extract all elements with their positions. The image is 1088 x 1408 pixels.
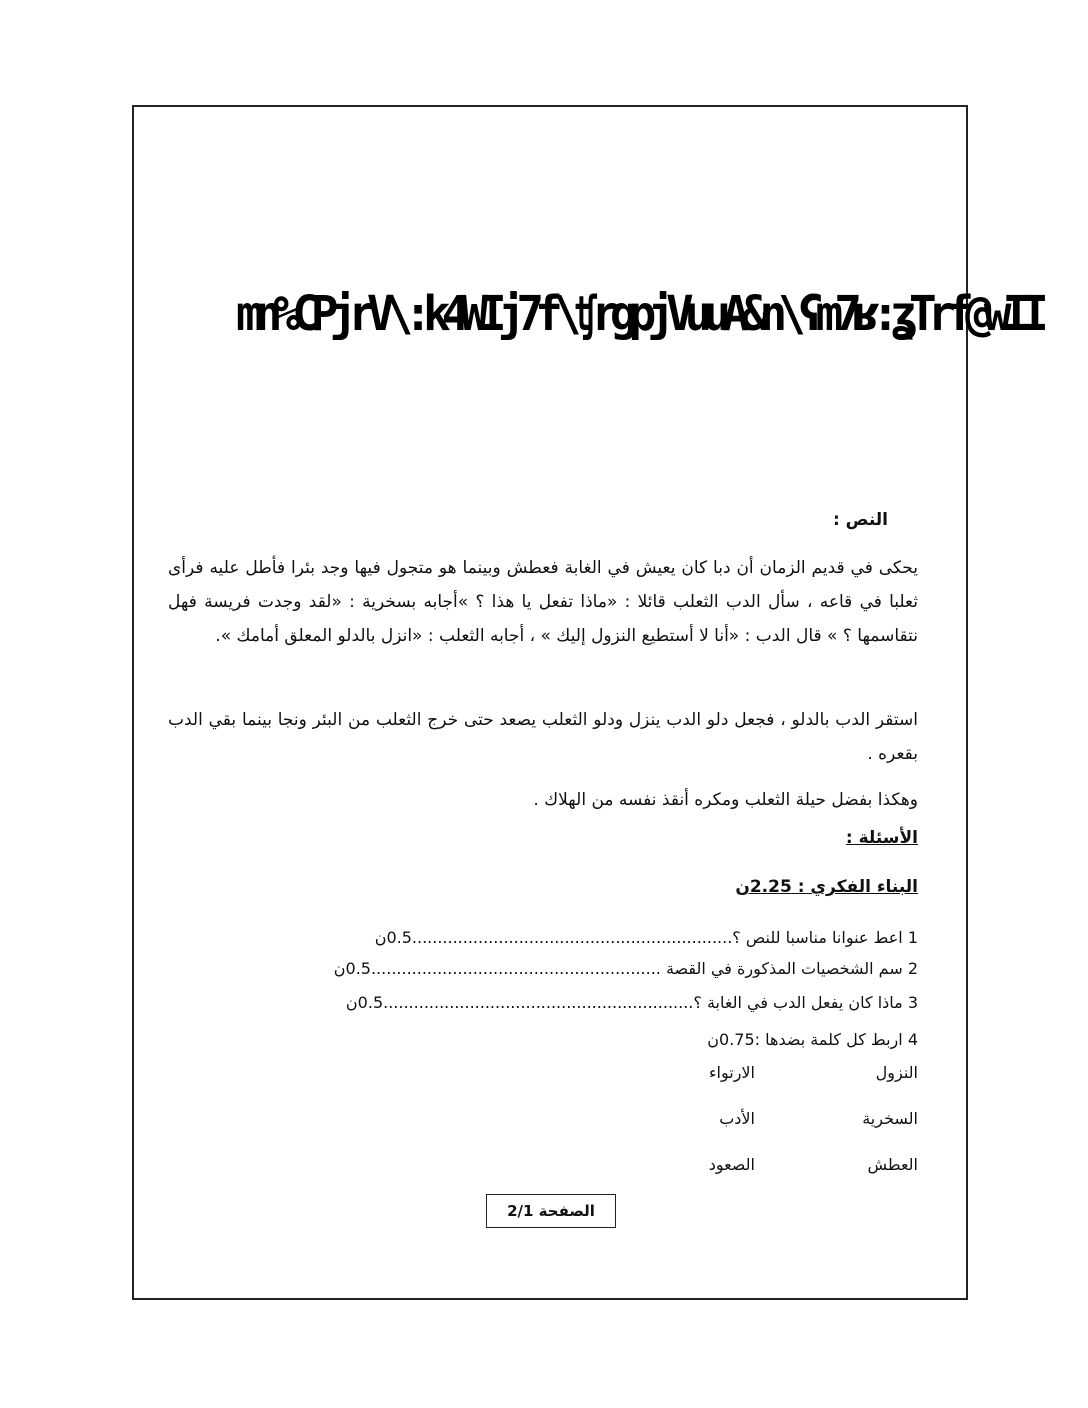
question-4: 4 اربط كل كلمة بضدها :0.75ن xyxy=(707,1030,918,1049)
garbled-header-title: mn%CPjrV\:k4WIj7f\ʧrgpjVuuA&n\ʕm7ʁ:ʓTrf@wII xyxy=(236,284,1040,342)
paragraph-3: وهكذا بفضل حيلة الثعلب ومكره أنقذ نفسه من الهلاك . xyxy=(533,790,918,810)
page-number-box: الصفحة 2/1 xyxy=(486,1194,616,1228)
paragraph-1: يحكى في قديم الزمان أن دبا كان يعيش في الغابة فعطش وبينما هو متجول فيها وجد بئرا فأطل عليه فرأى ثعلبا في قاعه ، سأل الدب الثعلب قائلا : «ماذا تفعل يا هذا ؟ »أجابه بسخرية : «لقد وجدت فريسة فهل نتقاسمها ؟ » قال الدب : «أنا لا أستطيع النزول إليك » ، أجابه الثعلب : «انزل بالدلو المعلق أمامك ». xyxy=(168,558,918,646)
match-word-left-3: الصعود xyxy=(708,1155,755,1174)
questions-title: الأسئلة : xyxy=(845,828,918,848)
section-title: البناء الفكري : 2.25ن xyxy=(735,877,918,897)
match-word-right-3: العطش xyxy=(867,1155,918,1174)
paragraph-2: استقر الدب بالدلو ، فجعل دلو الدب ينزل ودلو الثعلب يصعد حتى خرج الثعلب من البئر ونجا بينما بقي الدب بقعره . xyxy=(168,710,918,764)
match-word-left-1: الارتواء xyxy=(709,1063,755,1082)
text-section-title: النص : xyxy=(832,510,888,530)
match-word-right-1: النزول xyxy=(875,1063,918,1082)
question-1: 1 اعط عنوانا مناسبا للنص ؟...............................................................0.5ن xyxy=(374,928,918,947)
match-word-right-2: السخرية xyxy=(862,1109,918,1128)
question-2: 2 سم الشخصيات المذكورة في القصة .........................................................0.5ن xyxy=(333,959,918,978)
question-3: 3 ماذا كان يفعل الدب في الغابة ؟.............................................................0.5ن xyxy=(345,993,918,1012)
match-word-left-2: الأدب xyxy=(719,1109,755,1128)
